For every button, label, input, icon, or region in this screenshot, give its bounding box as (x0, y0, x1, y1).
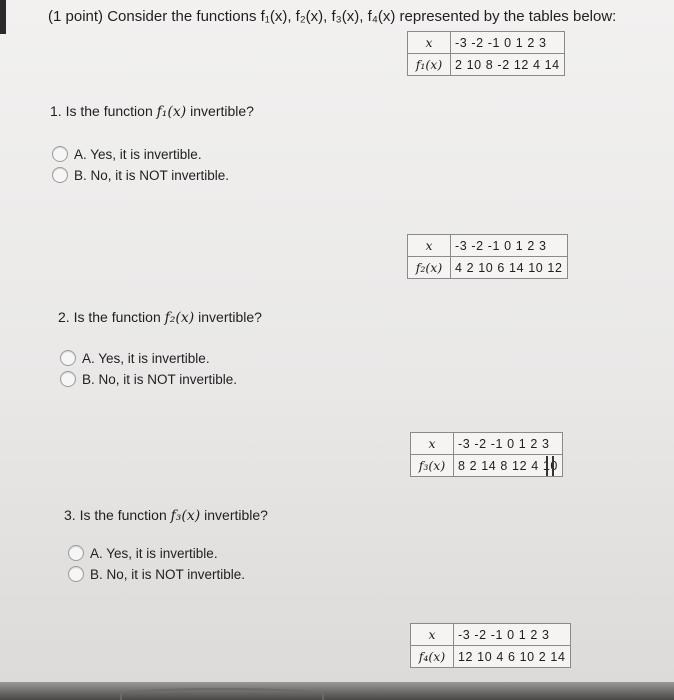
question-text-end: invertible? (194, 309, 262, 325)
q2-option-b[interactable] (60, 371, 237, 387)
question-1 (50, 103, 254, 120)
q3-option-a[interactable] (68, 545, 218, 561)
question-text: 1. Is the function (50, 103, 157, 119)
table-x-values: -3 -2 -1 0 1 2 3 (454, 433, 563, 455)
table-function-values: 4 2 10 6 14 10 12 (451, 257, 568, 279)
table-function-values: 2 10 8 -2 12 4 14 (451, 54, 565, 76)
question-text: 3. Is the function (64, 507, 171, 523)
radio-button[interactable] (68, 566, 84, 582)
question-function: f₂(x) (164, 310, 195, 326)
q2-option-a[interactable] (60, 350, 210, 366)
table-function-label: f₂(x) (408, 257, 451, 279)
edge-bar (0, 0, 6, 34)
table-header-x: x (408, 32, 451, 54)
table-function-label: f₃(x) (411, 455, 454, 477)
table-x-values: -3 -2 -1 0 1 2 3 (454, 624, 571, 646)
question-3 (64, 507, 268, 524)
option-label: A. Yes, it is invertible. (90, 545, 218, 561)
table-f2 (407, 234, 568, 279)
question-text-end: invertible? (200, 507, 268, 523)
option-label: B. No, it is NOT invertible. (90, 566, 246, 582)
table-f4 (410, 623, 571, 668)
table-function-values: 12 10 4 6 10 2 14 (454, 646, 571, 668)
option-label: A. Yes, it is invertible. (82, 350, 210, 366)
table-f3 (410, 432, 563, 477)
option-label: B. No, it is NOT invertible. (74, 167, 230, 183)
table-function-label: f₁(x) (408, 54, 451, 76)
q3-option-b[interactable] (68, 566, 245, 582)
question-function: f₁(x) (156, 104, 187, 120)
text-cursor-icon (546, 456, 554, 476)
question-function: f₃(x) (170, 508, 201, 524)
q1-option-b[interactable] (52, 167, 229, 183)
table-header-x: x (408, 235, 451, 257)
radio-button[interactable] (52, 167, 68, 183)
q1-option-a[interactable] (52, 146, 202, 162)
question-text: 2. Is the function (58, 309, 165, 325)
radio-button[interactable] (68, 545, 84, 561)
radio-button[interactable] (60, 350, 76, 366)
table-header-x: x (411, 624, 454, 646)
table-header-x: x (411, 433, 454, 455)
screen-bottom-edge (0, 682, 674, 700)
radio-button[interactable] (52, 146, 68, 162)
table-function-label: f₄(x) (411, 646, 454, 668)
table-x-values: -3 -2 -1 0 1 2 3 (451, 235, 568, 257)
table-function-values: 8 2 14 8 12 4 10 (454, 455, 563, 477)
option-label: A. Yes, it is invertible. (74, 146, 202, 162)
problem-intro: (1 point) Consider the functions f₁(x), f₂(x), f₃(x), f₄(x) represented by the tables below: (48, 8, 617, 25)
question-text-end: invertible? (186, 103, 254, 119)
question-2 (58, 309, 262, 326)
table-f1 (407, 31, 565, 76)
option-label: B. No, it is NOT invertible. (82, 371, 238, 387)
table-x-values: -3 -2 -1 0 1 2 3 (451, 32, 565, 54)
bottom-shadow (120, 688, 324, 700)
radio-button[interactable] (60, 371, 76, 387)
